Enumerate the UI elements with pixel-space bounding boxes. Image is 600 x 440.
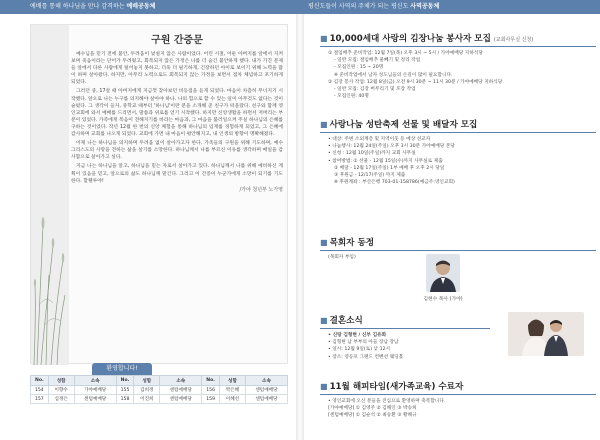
square-bullet-icon: ■: [320, 34, 328, 43]
square-bullet-icon: ■: [320, 382, 328, 391]
testimony-essay: [71, 31, 283, 361]
list-item: • 장소: 영등포 그랜드 컨벤션 웨딩홀: [328, 354, 404, 360]
couple-photo-icon: [508, 312, 584, 356]
pastor-caption: 김현수 목사 (가야): [423, 297, 463, 302]
list-item: - 일반 모집: 절임배추 물빼기 및 정리 작업: [334, 58, 421, 64]
section-title: [320, 314, 490, 329]
table-cell: 가야예배당: [74, 386, 116, 395]
list-item: • 대상: 주변 소외계층 및 지역이웃 등 예상 선교자: [328, 137, 431, 142]
pastor-news-section: [320, 236, 596, 302]
list-item: • 신청 : 12월 10일(주일)까지 교회 사무실: [328, 151, 416, 157]
right-header-band: [300, 0, 600, 14]
table-cell: 센텀예배당: [160, 395, 202, 404]
table-cell: 157: [31, 395, 49, 404]
col-header: 성함: [134, 376, 160, 386]
table-cell: 센텀예배당: [74, 395, 116, 404]
essay-title: 구원 간증문: [151, 35, 203, 46]
section-title: [320, 32, 596, 47]
wedding-photo: [508, 312, 584, 356]
section-title-text: 결혼소식: [329, 316, 363, 326]
essay-paragraph: 그러던 중, 17살 때 아버지에게 지금껏 찾아보던 비등점을 듣게 되었다. 마음이 차츰히 무너지기 시작했다. 앞으로 나는 누구를 의지해야 살아야 하나. 나의 힘으로 할 수 있는 일이 아무것도 없다는 것이 슬펐다. 그 생각이 들자, 중학교 때부터 '하나님'이란 분을 소개해 준 친구가 떠올랐다. 친구와 함께 영인교회에 와서 예배를 드리면서, 말씀과 위로를 얻기 시작했다. 하지만 신앙생활을 하면서 저버리는 부분이 있었다. 가족에게 복음이 전해지기를 바라는 마음과, 그 마음을 불러일으켜 주실 하나님의 은혜를 구하는 것이었다. 작년 12월 한 번의 신앙 체험을 통해 하나님의 임재를 경험하게 되었고, 그 은혜에 감사하며 교회를 나오게 되었다. 교회에 가면 내 마음이 평안해지고, 내 인생의 방향이 명확해졌다.: [71, 89, 283, 138]
section-title-text: 목회자 동정: [329, 238, 375, 248]
welcome-tab: 환영합니다!: [92, 363, 152, 375]
col-header: No.: [202, 376, 220, 386]
reed-plants-illustration: [31, 165, 69, 365]
happy-time-section: [320, 380, 596, 420]
list-item: ※ 준비작업에서 남자 성도님들의 손길이 많이 필요합니다.: [334, 72, 453, 78]
list-item: • 김형현 남 부부의 아들 장남 장남: [328, 340, 399, 346]
table-cell: 심정은: [48, 395, 74, 404]
section-title-text: 10,000세대 사랑의 김장나눔 봉사자 모집: [329, 34, 491, 44]
list-item: ③ 후원금 - 12/17(주일) 까지 제출: [334, 173, 406, 179]
left-page: [0, 14, 300, 440]
list-item: ① 절임배추 준비작업: 12월 7일(목) 오후 3시 ~ 5시 / 가야예배당 지하식당: [328, 51, 483, 56]
table-row: [31, 386, 288, 395]
col-header: 소속: [160, 376, 202, 386]
square-bullet-icon: ■: [320, 316, 328, 325]
right-header-bold: 사역공동체: [410, 3, 440, 10]
col-header: No.: [116, 376, 134, 386]
list-item: ② 김장 봉사 작업: 12월 8일(금) 오전 9시 30분 ~ 11시 30분 / 가야예배당 지하식당: [328, 79, 503, 85]
list-item: - 일반 모집: 김장 버무리기 및 포장 작업: [334, 87, 416, 93]
decorative-strip: [31, 25, 69, 365]
list-item: • 영인교회에 오신 분들을 진심으로 환영하며 축복합니다.: [328, 399, 446, 404]
list-item: [센텀예배당] ① 김순석 ② 최승환 ③ 황혜규: [328, 413, 417, 419]
list-item: • 일시: 12월 9일(토) 낮 12시: [328, 347, 391, 353]
table-cell: 154: [31, 386, 49, 395]
table-cell: 이혜선: [219, 395, 245, 404]
col-header: 성함: [48, 376, 74, 386]
table-cell: 김희정: [134, 386, 160, 395]
table-cell: 박은혜: [219, 386, 245, 395]
essay-paragraph: 이제 나는 하나님을 의지하며 두려움 없이 살아가고자 한다. 가족들의 구원을 위해 기도하며, 예수 그리스도의 사랑을 전하는 삶을 살기를 소망한다. 하나님께서 나를 부르신 이유를 생각하며 매일을 감사함으로 살아가고 싶다.: [71, 141, 283, 161]
table-cell: 센텀예배당: [245, 395, 287, 404]
right-header-text: 평신도들이 사역의 주체가 되는 평신도: [308, 3, 409, 10]
essay-signature: /가야 청년부 노가영: [239, 186, 283, 193]
christmas-gift-section: [320, 118, 596, 186]
pastor-photo: [426, 254, 460, 292]
square-bullet-icon: ■: [320, 120, 328, 129]
left-header-bold: 예배공동체: [126, 3, 156, 10]
left-header-text: 예배를 통해 하나님을 만나 감격하는: [30, 3, 125, 10]
list-item: ② 배달 - 12월 17일(주일) 1부 예배 후 오후 2시 당일: [334, 165, 445, 171]
table-cell: 센텀예배당: [160, 386, 202, 395]
testimony-frame: [30, 24, 288, 364]
page-gutter: [296, 14, 304, 440]
section-title: [320, 118, 596, 133]
person-portrait-icon: [426, 254, 460, 292]
list-item: - 모집인원 : 15 ~ 20명: [334, 65, 384, 71]
welcome-header-row: [31, 376, 288, 386]
table-cell: 156: [202, 386, 220, 395]
list-item: • 참여방법: ① 선물 - 12월 15일(수)까지 사무실로 제출: [328, 158, 443, 164]
section-title: [320, 380, 596, 395]
col-header: No.: [31, 376, 49, 386]
table-cell: 159: [202, 395, 220, 404]
col-header: 소속: [245, 376, 287, 386]
table-cell: 센텀예배당: [245, 386, 287, 395]
table-cell: 이향수: [48, 386, 74, 395]
list-item: ※ 후원계좌 : 부산은행 703-01-158786(예금주:영인교회): [334, 180, 455, 186]
table-cell: 155: [116, 386, 134, 395]
wedding-news-section: [320, 314, 596, 361]
col-header: 소속: [74, 376, 116, 386]
section-title-text: 사랑나눔 성탄축제 선물 및 배달자 모집: [329, 120, 478, 130]
right-page: [304, 14, 600, 440]
table-row: [31, 395, 288, 404]
list-item: • 나눔행사: 12월 24일(주일) 오후 3시 30분 가야예배당 본당: [328, 144, 455, 150]
kimchi-volunteer-section: [320, 32, 596, 100]
table-cell: 158: [116, 395, 134, 404]
left-header-band: [0, 0, 300, 14]
welcome-table: [30, 375, 288, 404]
essay-paragraph: 예수님을 믿기 전에 불안, 두려움이 낯설지 않은 사람이었다. 어린 시절, 어둔 아버지를 앞에서 지켜보며 죽음이라는 단어가 두려웠고, 회복되지 않은 가정은 나를 더 숨긴 불안하게 했다. 내가 가진 문제들 앞에서 다른 사람에게 털어놓지 못하고, 더욱 더 필기하게, 긴장하던 아이로 보이기 위해 노력을 많이 하며 살아왔다. 하지만, 아무리 노력으로도 회복되지 않는 가정을 보면서 점차 체념하고 포기하게 되었다.: [71, 52, 283, 86]
section-note: (교회사무실 신청): [493, 37, 534, 43]
col-header: 성함: [219, 376, 245, 386]
list-item: [가야예배당] ① 김영주 ② 김해인 ③ 박승희: [328, 406, 417, 412]
list-item: - 모집인원: 40명: [334, 94, 369, 100]
essay-paragraph: 지금 나는 하나님을 알고, 하나님을 믿는 자로서 살아가고 있다. 하나님께서 나를 위해 예비하신 계획이 있음을 믿고, 앞으로의 삶도 하나님께 맡긴다. 그리고 이 간증이 누군가에게 소망이 되기를 기도한다. 할렐루야!: [71, 164, 283, 184]
section-title: [320, 236, 596, 251]
list-item: (목회자 부임): [328, 255, 356, 260]
table-cell: 이진희: [134, 395, 160, 404]
list-item: • 신랑 김형현 / 신부 김유화: [328, 333, 387, 338]
square-bullet-icon: ■: [320, 238, 328, 247]
section-title-text: 11월 해피타임(새가족교육) 수료자: [329, 382, 464, 392]
